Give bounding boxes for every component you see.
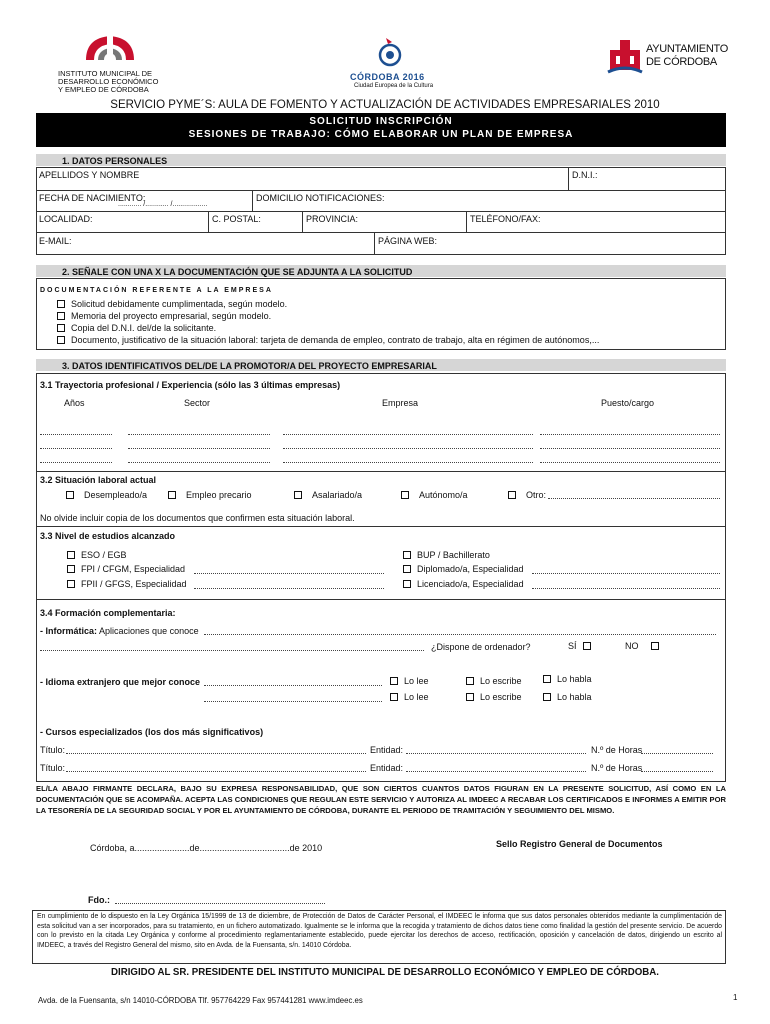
opt-desempleado[interactable] (66, 490, 147, 500)
doc-item-label: Solicitud debidamente cumplimentada, según modelo. (71, 299, 288, 309)
col-anos: Años (64, 398, 85, 408)
imdeec-logo (58, 30, 168, 94)
section1-title: 1. DATOS PERSONALES (62, 156, 168, 166)
option-label: Licenciado/a, Especialidad (417, 579, 524, 589)
doc-item-label: Memoria del proyecto empresarial, según modelo. (71, 311, 272, 321)
checkbox[interactable] (466, 677, 474, 685)
option-label: Lo lee (404, 692, 429, 702)
option-label: Lo habla (557, 692, 592, 702)
checkbox[interactable] (543, 693, 551, 701)
option-label: FPI / CFGM, Especialidad (81, 564, 186, 574)
curso2-entidad-label: Entidad: (370, 763, 404, 773)
cordoba2016-subtitle: Ciudad Europea de la Cultura (354, 83, 434, 89)
informatica-input-2[interactable] (40, 650, 424, 651)
email-field[interactable]: E-MAIL: (39, 236, 72, 246)
checkbox[interactable] (57, 324, 65, 332)
ordenador-no[interactable] (625, 641, 659, 651)
exp-row1-empresa[interactable] (283, 434, 533, 435)
checkbox[interactable] (66, 491, 74, 499)
section2-title: 2. SEÑALE CON UNA X LA DOCUMENTACIÓN QUE SE ADJUNTA A LA SOLICITUD (62, 267, 413, 277)
curso1-titulo-input[interactable] (66, 753, 366, 754)
domicilio-field[interactable]: DOMICILIO NOTIFICACIONES: (256, 193, 385, 203)
idioma-input-2[interactable] (204, 701, 382, 702)
licenciado-especialidad-input[interactable] (532, 588, 720, 589)
telefono-field[interactable]: TELÉFONO/FAX: (470, 214, 541, 224)
opt-fpii[interactable] (67, 579, 187, 589)
opt-licenciado[interactable] (403, 579, 524, 589)
informatica-bold: - Informática: (40, 626, 98, 636)
checkbox[interactable] (508, 491, 516, 499)
checkbox[interactable] (583, 642, 591, 650)
checkbox[interactable] (57, 300, 65, 308)
title-band (36, 113, 726, 147)
checkbox[interactable] (67, 580, 75, 588)
option-label: FPII / GFGS, Especialidad (81, 579, 187, 589)
idioma1-habla[interactable] (543, 674, 592, 684)
provincia-field[interactable]: PROVINCIA: (306, 214, 359, 224)
checkbox[interactable] (57, 336, 65, 344)
situacion-title: 3.2 Situación laboral actual (40, 475, 157, 485)
option-label: Lo habla (557, 674, 592, 684)
opt-fpi[interactable] (67, 564, 185, 574)
curso2-entidad-input[interactable] (406, 771, 586, 772)
fecha-nacimiento-mask: ............ /............ /.................. (118, 201, 208, 208)
idioma1-escribe[interactable] (466, 676, 522, 686)
curso2-horas-input[interactable] (641, 771, 713, 772)
formacion-title: 3.4 Formación complementaria: (40, 608, 176, 618)
ayuntamiento-logo (606, 36, 726, 78)
exp-row2-empresa[interactable] (283, 448, 533, 449)
checkbox[interactable] (390, 677, 398, 685)
idioma2-escribe[interactable] (466, 692, 522, 702)
exp-row1-anos[interactable] (40, 434, 112, 435)
idioma2-habla[interactable] (543, 692, 592, 702)
legal-text: En cumplimiento de lo dispuesto en la Ley Orgánica 15/1999 de 13 de diciembre, de Protección de Datos de Carácter Personal, el IMDEEC le informa que sus datos personales obtenidos mediante la cumplimentación de esta solicitud van a ser incorporados, para su tratamiento, en un fichero automatizado. Igualmente se le informa que la recogida y tratamiento de dichos datos tiene como finalidad la gestión del presente servicio. De acuerdo con lo previsto en la citada Ley Orgánica y conforme al procedimiento reglamentariamente establecido, puede ejercitar los derechos de acceso, rectificación, oposición y cancelación de datos, dirigiendo un escrito al IMDEEC, a través del Registro General del mismo, sito en Avda. de la Fuensanta, s/n. 14010 Córdoba. (37, 913, 722, 949)
option-label: Lo lee (404, 676, 429, 686)
curso2-horas-label: N.º de Horas (591, 763, 643, 773)
option-label: ESO / EGB (81, 550, 127, 560)
opt-eso[interactable] (67, 550, 127, 560)
option-label: Diplomado/a, Especialidad (417, 564, 524, 574)
doc-item-label: Copia del D.N.I. del/de la solicitante. (71, 323, 217, 333)
option-label: BUP / Bachillerato (417, 550, 490, 560)
apellidos-field[interactable]: APELLIDOS Y NOMBRE (39, 170, 140, 180)
exp-row2-sector[interactable] (128, 448, 270, 449)
exp-row1-sector[interactable] (128, 434, 270, 435)
declaration-text: EL/LA ABAJO FIRMANTE DECLARA, BAJO SU EXPRESA RESPONSABILIDAD, QUE SON CIERTOS CUANTOS DATOS FIGURAN EN LA PRESENTE SOLICITUD, ASÍ COMO EN LA DOCUMENTACIÓN QUE SE ACOMPAÑA. ACEPTA LAS CONDICIONES QUE REGULAN ESTE SERVICIO Y AUTORIZA AL IMDEEC A RECABAR LOS CERTIFICADOS E INFORMES A EMITIR POR LA TESORERÍA DE LA SEGURIDAD SOCIAL Y POR EL AYUNTAMIENTO DE CÓRDOBA, DURANTE EL PERIODO DE TRAMITACIÓN Y SEGUIMIENTO DEL MISMO. (36, 784, 726, 815)
page-number: 1 (733, 993, 738, 1002)
curso1-titulo-label: Título: (40, 745, 66, 755)
curso2-titulo-input[interactable] (66, 771, 366, 772)
option-label: Otro: (526, 490, 547, 500)
web-field[interactable]: PÁGINA WEB: (378, 236, 438, 246)
cordoba2016-title: CÓRDOBA 2016 (350, 72, 425, 82)
ayuntamiento-line1: AYUNTAMIENTO (646, 43, 728, 55)
informatica-text: Aplicaciones que conoce (99, 626, 199, 636)
checkbox[interactable] (67, 551, 75, 559)
exp-row3-empresa[interactable] (283, 462, 533, 463)
fpii-especialidad-input[interactable] (194, 588, 384, 589)
checkbox[interactable] (543, 675, 551, 683)
curso1-entidad-input[interactable] (406, 753, 586, 754)
option-label: Desempleado/a (84, 490, 148, 500)
idioma1-lee[interactable] (390, 676, 429, 686)
date-line[interactable]: Córdoba, a......................de....................................de 2010 (90, 843, 323, 853)
section3-title: 3. DATOS IDENTIFICATIVOS DEL/DE LA PROMOTOR/A DEL PROYECTO EMPRESARIAL (62, 361, 437, 371)
dirigido-text: DIRIGIDO AL SR. PRESIDENTE DEL INSTITUTO MUNICIPAL DE DESARROLLO ECONÓMICO Y EMPLEO DE CÓRDOBA. (111, 967, 659, 978)
idioma-label: - Idioma extranjero que mejor conoce (40, 677, 201, 687)
curso1-horas-input[interactable] (641, 753, 713, 754)
curso1-entidad-label: Entidad: (370, 745, 404, 755)
doc-item-dni[interactable] (57, 323, 216, 333)
ordenador-si[interactable] (568, 641, 591, 651)
documentation-subtitle: DOCUMENTACIÓN REFERENTE A LA EMPRESA (40, 287, 273, 294)
title-band-line2: SESIONES DE TRABAJO: CÓMO ELABORAR UN PLAN DE EMPRESA (188, 129, 574, 140)
checkbox[interactable] (57, 312, 65, 320)
checkbox[interactable] (168, 491, 176, 499)
imdeec-logo-line2: DESARROLLO ECONÓMICO (58, 77, 159, 86)
option-label: Empleo precario (186, 490, 252, 500)
footer-address: Avda. de la Fuensanta, s/n 14010-CÓRDOBA Tlf. 957764229 Fax 957441281 www.imdeec.es (38, 996, 363, 1005)
cpostal-field[interactable]: C. POSTAL: (212, 214, 261, 224)
cordoba2016-logo (340, 36, 440, 92)
checkbox[interactable] (67, 565, 75, 573)
col-empresa: Empresa (382, 398, 419, 408)
situacion-note: No olvide incluir copia de los documentos que confirmen esta situación laboral. (40, 513, 355, 523)
col-sector: Sector (184, 398, 211, 408)
curso2-titulo-label: Título: (40, 763, 66, 773)
exp-row1-puesto[interactable] (540, 434, 720, 435)
no-label: NO (625, 641, 639, 651)
opt-asalariado[interactable] (294, 490, 362, 500)
idioma-input-1[interactable] (204, 685, 382, 686)
option-label: Autónomo/a (419, 490, 468, 500)
page-title: SERVICIO PYME´S: AULA DE FOMENTO Y ACTUALIZACIÓN DE ACTIVIDADES EMPRESARIALES 2010 (110, 99, 660, 111)
ordenador-label: ¿Dispone de ordenador? (431, 642, 531, 652)
doc-item-label: Documento, justificativo de la situación laboral: tarjeta de demanda de empleo, contrato de trabajo, alta en régimen de autónomos,... (71, 335, 600, 345)
sello-label: Sello Registro General de Documentos (496, 839, 663, 849)
col-puesto: Puesto/cargo (601, 398, 655, 408)
checkbox[interactable] (651, 642, 659, 650)
checkbox[interactable] (403, 551, 411, 559)
checkbox[interactable] (403, 565, 411, 573)
exp-row3-puesto[interactable] (540, 462, 720, 463)
exp-row3-anos[interactable] (40, 462, 112, 463)
doc-item-solicitud[interactable] (57, 299, 287, 309)
doc-item-laboral[interactable] (57, 335, 599, 345)
opt-autonomo[interactable] (401, 490, 468, 500)
si-label: SÍ (568, 641, 577, 651)
exp-row2-puesto[interactable] (540, 448, 720, 449)
option-label: Asalariado/a (312, 490, 363, 500)
option-label: Lo escribe (480, 692, 522, 702)
opt-diplomado[interactable] (403, 564, 524, 574)
fdo-label: Fdo.: (88, 895, 110, 905)
dni-field[interactable]: D.N.I.: (572, 170, 598, 180)
checkbox[interactable] (294, 491, 302, 499)
imdeec-logo-line1: INSTITUTO MUNICIPAL DE (58, 69, 153, 78)
option-label: Lo escribe (480, 676, 522, 686)
exp-row3-sector[interactable] (128, 462, 270, 463)
idioma2-lee[interactable] (390, 692, 429, 702)
imdeec-logo-line3: Y EMPLEO DE CÓRDOBA (58, 85, 149, 94)
doc-item-memoria[interactable] (57, 311, 271, 321)
ayuntamiento-line2: DE CÓRDOBA (646, 56, 717, 68)
ayuntamiento-emblem-icon (606, 36, 644, 76)
otro-input[interactable] (548, 498, 720, 499)
diplomado-especialidad-input[interactable] (532, 573, 720, 574)
checkbox[interactable] (401, 491, 409, 499)
fecha-nacimiento-field[interactable]: FECHA DE NACIMIENTO: (39, 193, 146, 203)
cursos-label: - Cursos especializados (los dos más significativos) (40, 727, 264, 737)
opt-empleo-precario[interactable] (168, 490, 252, 500)
informatica-label (40, 626, 199, 636)
checkbox[interactable] (390, 693, 398, 701)
fpi-especialidad-input[interactable] (194, 573, 384, 574)
title-band-line1: SOLICITUD INSCRIPCIÓN (309, 116, 453, 127)
estudios-title: 3.3 Nivel de estudios alcanzado (40, 531, 176, 541)
localidad-field[interactable]: LOCALIDAD: (39, 214, 93, 224)
fdo-input[interactable] (115, 903, 325, 904)
opt-otro[interactable] (508, 490, 546, 500)
exp-row2-anos[interactable] (40, 448, 112, 449)
opt-bup[interactable] (403, 550, 490, 560)
checkbox[interactable] (466, 693, 474, 701)
trayectoria-title: 3.1 Trayectoria profesional / Experiencia (sólo las 3 últimas empresas) (40, 380, 341, 390)
cordoba2016-emblem-icon (370, 36, 410, 70)
checkbox[interactable] (403, 580, 411, 588)
informatica-input-1[interactable] (204, 634, 716, 635)
curso1-horas-label: N.º de Horas (591, 745, 643, 755)
imdeec-emblem-icon (80, 30, 140, 66)
